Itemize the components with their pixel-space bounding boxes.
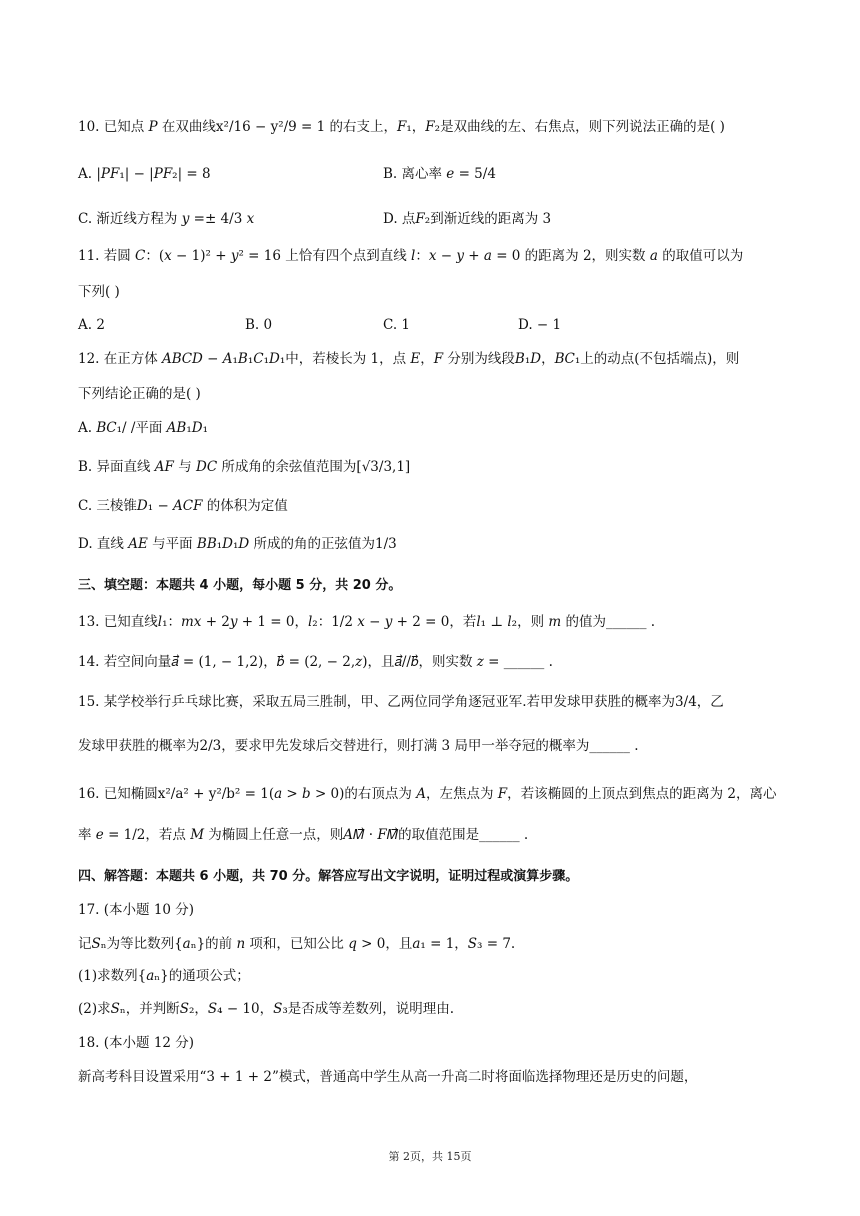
q14: 14. 若空间向量𝑎⃗ = (1, − 1,2)，𝑏⃗ = (2, − 2,𝑧)，且𝑎⃗//𝑏⃗，则实数 𝑧 = ______ . bbox=[78, 654, 553, 670]
page-footer: 第 2页，共 15页 bbox=[388, 1150, 472, 1163]
section-fill-in-blank-heading: 三、填空题：本题共 4 小题，每小题 5 分，共 20 分。 bbox=[78, 578, 402, 593]
q16-line-1: 16. 已知椭圆x²/a² + y²/b² = 1(𝑎 > 𝑏 > 0)的右顶点为 𝐴，左焦点为 𝐹，若该椭圆的上顶点到焦点的距离为 2，离心 bbox=[78, 786, 777, 802]
q11-stem: 11. 若圆 𝐶：(𝑥 − 1)² + 𝑦² = 16 上恰有四个点到直线 𝑙：𝑥 − 𝑦 + 𝑎 = 0 的距离为 2，则实数 𝑎 的取值可以为 bbox=[78, 248, 744, 264]
q15-line-1: 15. 某学校举行乒乓球比赛，采取五局三胜制，甲、乙两位同学角逐冠亚军.若甲发球甲获胜的概率为3/4，乙 bbox=[78, 694, 724, 710]
q11-option-d: D. − 1 bbox=[518, 317, 562, 333]
q18-line-1: 新高考科目设置采用“3 + 1 + 2”模式，普通高中学生从高一升高二时将面临选择物理还是历史的问题， bbox=[78, 1069, 698, 1085]
q17-line-2: (1)求数列{𝑎ₙ}的通项公式； bbox=[78, 968, 250, 984]
q18-heading: 18. (本小题 12 分) bbox=[78, 1035, 195, 1051]
q12-stem: 12. 在正方体 𝐴𝐵𝐶𝐷 − 𝐴₁𝐵₁𝐶₁𝐷₁中，若棱长为 1，点 𝐸，𝐹 分别为线段𝐵₁𝐷，𝐵𝐶₁上的动点(不包括端点)，则 bbox=[78, 351, 740, 367]
q17-line-1: 记𝑆ₙ为等比数列{𝑎ₙ}的前 𝑛 项和，已知公比 𝑞 > 0，且𝑎₁ = 1，𝑆₃ = 7. bbox=[78, 936, 516, 952]
q10-option-b: B. 离心率 𝑒 = 5/4 bbox=[383, 166, 496, 182]
q12-option-b: B. 异面直线 𝐴𝐹 与 𝐷𝐶 所成角的余弦值范围为[√3/3,1] bbox=[78, 459, 411, 475]
q10-stem: 10. 已知点 𝑃 在双曲线x²/16 − y²/9 = 1 的右支上，𝐹₁，𝐹₂是双曲线的左、右焦点，则下列说法正确的是( ) bbox=[78, 119, 725, 135]
q16-line-2: 率 𝑒 = 1/2，若点 𝑀 为椭圆上任意一点，则𝐴𝑀⃗ · 𝐹𝑀⃗的取值范围是______ . bbox=[78, 827, 529, 843]
q11-option-a: A. 2 bbox=[78, 317, 105, 333]
q10-option-d: D. 点𝐹₂到渐近线的距离为 3 bbox=[383, 211, 552, 227]
q10-option-c: C. 渐近线方程为 𝑦 =± 4/3 𝑥 bbox=[78, 211, 255, 227]
q11-option-b: B. 0 bbox=[245, 317, 273, 333]
q11-option-c: C. 1 bbox=[383, 317, 411, 333]
q12-option-c: C. 三棱锥𝐷₁ − 𝐴𝐶𝐹 的体积为定值 bbox=[78, 498, 288, 514]
q12-option-a: A. 𝐵𝐶₁/ /平面 𝐴𝐵₁𝐷₁ bbox=[78, 420, 208, 436]
section-answer-heading: 四、解答题：本题共 6 小题，共 70 分。解答应写出文字说明，证明过程或演算步骤。 bbox=[78, 869, 579, 884]
q17-heading: 17. (本小题 10 分) bbox=[78, 902, 195, 918]
q10-option-a: A. |𝑃𝐹₁| − |𝑃𝐹₂| = 8 bbox=[78, 166, 211, 182]
q12-stem-cont: 下列结论正确的是( ) bbox=[78, 386, 201, 402]
q11-stem-cont: 下列( ) bbox=[78, 284, 120, 300]
q15-line-2: 发球甲获胜的概率为2/3，要求甲先发球后交替进行，则打满 3 局甲一举夺冠的概率为______ . bbox=[78, 738, 639, 754]
q17-line-3: (2)求𝑆ₙ，并判断𝑆₂，𝑆₄ − 10，𝑆₃是否成等差数列，说明理由. bbox=[78, 1001, 455, 1017]
q12-option-d: D. 直线 𝐴𝐸 与平面 𝐵𝐵₁𝐷₁𝐷 所成的角的正弦值为1/3 bbox=[78, 536, 397, 552]
q13: 13. 已知直线𝑙₁：𝑚𝑥 + 2𝑦 + 1 = 0，𝑙₂：1/2 𝑥 − 𝑦 + 2 = 0，若𝑙₁ ⊥ 𝑙₂，则 𝑚 的值为______ . bbox=[78, 614, 656, 630]
